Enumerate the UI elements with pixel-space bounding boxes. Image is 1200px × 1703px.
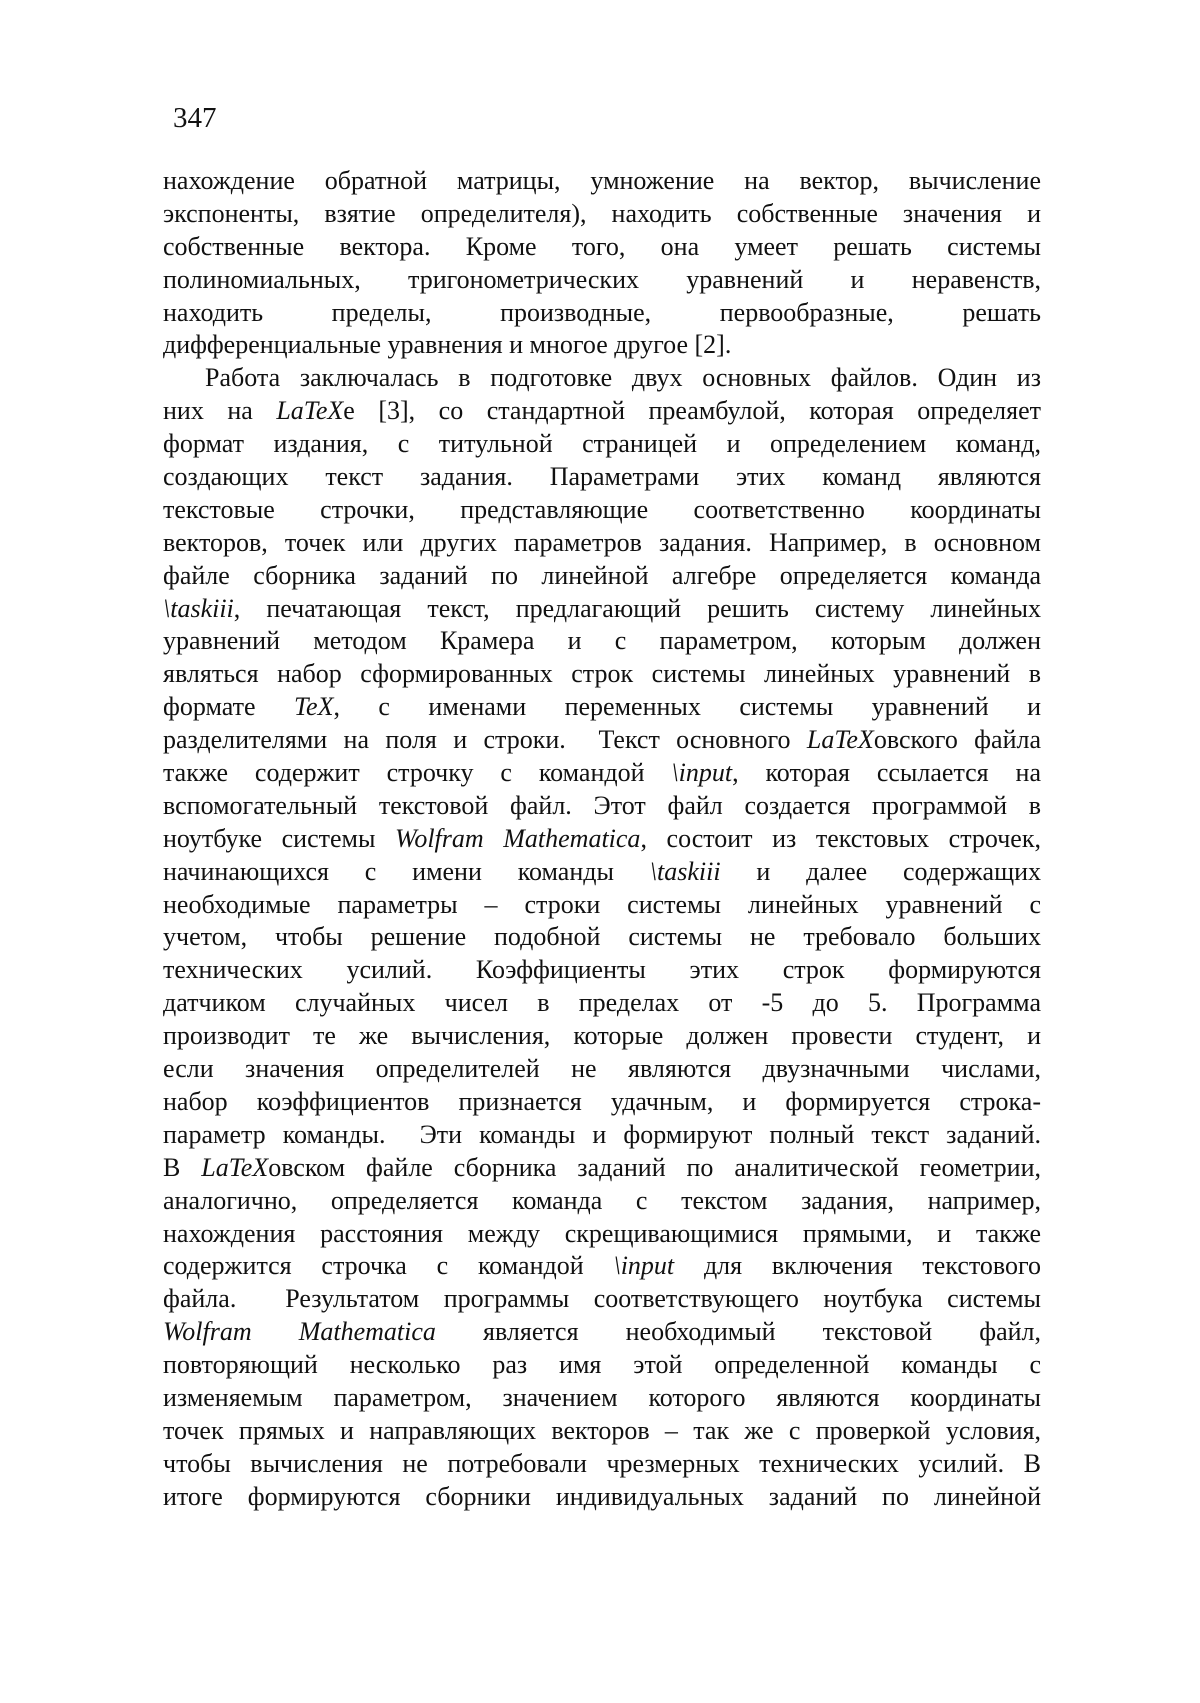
text-line: векторов, точек или других параметров задания. Например, в основном xyxy=(163,527,1041,557)
text-line: набор коэффициентов признается удачным, и формируется строка- xyxy=(163,1086,1041,1116)
italic-term: \input xyxy=(613,1251,675,1281)
text-line: собственные вектора. Кроме того, она умеет решать системы xyxy=(163,231,1041,261)
text-line: изменяемым параметром, значением которого являются координаты xyxy=(163,1382,1041,1412)
text-line: дифференциальные уравнения и многое другое [2]. xyxy=(163,330,732,360)
text-line: файле сборника заданий по линейной алгебре определяется команда xyxy=(163,560,1041,590)
text-line: них на LaTeXе [3], со стандартной преамбулой, которая определяет xyxy=(163,396,1041,426)
text-line: необходимые параметры – строки системы линейных уравнений с xyxy=(163,889,1041,919)
text-line: ноутбуке системы Wolfram Mathematica, состоит из текстовых строчек, xyxy=(163,823,1041,853)
paragraph-1 xyxy=(163,165,1041,362)
text-line: формате TeX, с именами переменных системы уравнений и xyxy=(163,692,1041,722)
text-line: содержится строчка с командой \input для включения текстового xyxy=(163,1251,1041,1281)
italic-term: Wolfram Mathematica xyxy=(395,823,641,853)
text-line: точек прямых и направляющих векторов – так же с проверкой условия, xyxy=(163,1415,1041,1445)
italic-term: Wolfram Mathematica xyxy=(163,1317,436,1347)
text-line: уравнений методом Крамера и с параметром, которым должен xyxy=(163,626,1041,656)
text-line: являться набор сформированных строк системы линейных уравнений в xyxy=(163,659,1041,689)
text-line: повторяющий несколько раз имя этой определенной команды с xyxy=(163,1350,1041,1380)
text-line: В LaTeXовском файле сборника заданий по аналитической геометрии, xyxy=(163,1152,1041,1182)
text-line: чтобы вычисления не потребовали чрезмерных технических усилий. В xyxy=(163,1448,1041,1478)
text-line: текстовые строчки, представляющие соответственно координаты xyxy=(163,494,1041,524)
italic-term: LaTeX xyxy=(276,396,344,426)
text-line: Wolfram Mathematica является необходимый текстовой файл, xyxy=(163,1317,1041,1347)
text-line: технических усилий. Коэффициенты этих строк формируются xyxy=(163,955,1041,985)
page-number: 347 xyxy=(173,102,217,134)
text-line: итоге формируются сборники индивидуальных заданий по линейной xyxy=(163,1481,1041,1511)
text-line: \taskiii, печатающая текст, предлагающий решить систему линейных xyxy=(163,593,1041,623)
text-line: формат издания, с титульной страницей и определением команд, xyxy=(163,429,1041,459)
text-line: учетом, чтобы решение подобной системы не требовало больших xyxy=(163,922,1041,952)
text-line: также содержит строчку с командой \input, которая ссылается на xyxy=(163,758,1041,788)
text-line: если значения определителей не являются двузначными числами, xyxy=(163,1054,1041,1084)
italic-term: \input xyxy=(671,758,733,788)
text-line: файла. Результатом программы соответствующего ноутбука системы xyxy=(163,1284,1041,1314)
text-line: нахождения расстояния между скрещивающимися прямыми, и также xyxy=(163,1218,1041,1248)
text-line: разделителями на поля и строки. Текст основного LaTeXовского файла xyxy=(163,725,1041,755)
body-text xyxy=(163,165,1041,1514)
text-line: находить пределы, производные, первообразные, решать xyxy=(163,297,1041,327)
italic-term: LaTeX xyxy=(806,725,874,755)
italic-term: LaTeX xyxy=(201,1152,269,1182)
text-line: датчиком случайных чисел в пределах от -5 до 5. Программа xyxy=(163,988,1041,1018)
text-line: параметр команды. Эти команды и формируют полный текст заданий. xyxy=(163,1119,1041,1149)
italic-term: TeX xyxy=(293,692,334,722)
text-line: нахождение обратной матрицы, умножение на вектор, вычисление xyxy=(163,166,1041,195)
text-line: аналогично, определяется команда с текстом задания, например, xyxy=(163,1185,1041,1215)
text-line: начинающихся с имени команды \taskiii и далее содержащих xyxy=(163,856,1041,886)
paragraph-2 xyxy=(163,362,1041,1513)
text-line: вспомогательный текстовой файл. Этот файл создается программой в xyxy=(163,790,1041,820)
text-line: экспоненты, взятие определителя), находить собственные значения и xyxy=(163,198,1041,228)
text-line: полиномиальных, тригонометрических уравнений и неравенств, xyxy=(163,264,1041,294)
italic-term: \taskiii xyxy=(163,593,234,623)
text-line: создающих текст задания. Параметрами этих команд являются xyxy=(163,462,1041,492)
italic-term: \taskiii xyxy=(649,856,721,886)
text-line: производит те же вычисления, которые должен провести студент, и xyxy=(163,1021,1041,1051)
text-line: Работа заключалась в подготовке двух основных файлов. Один из xyxy=(205,363,1041,393)
